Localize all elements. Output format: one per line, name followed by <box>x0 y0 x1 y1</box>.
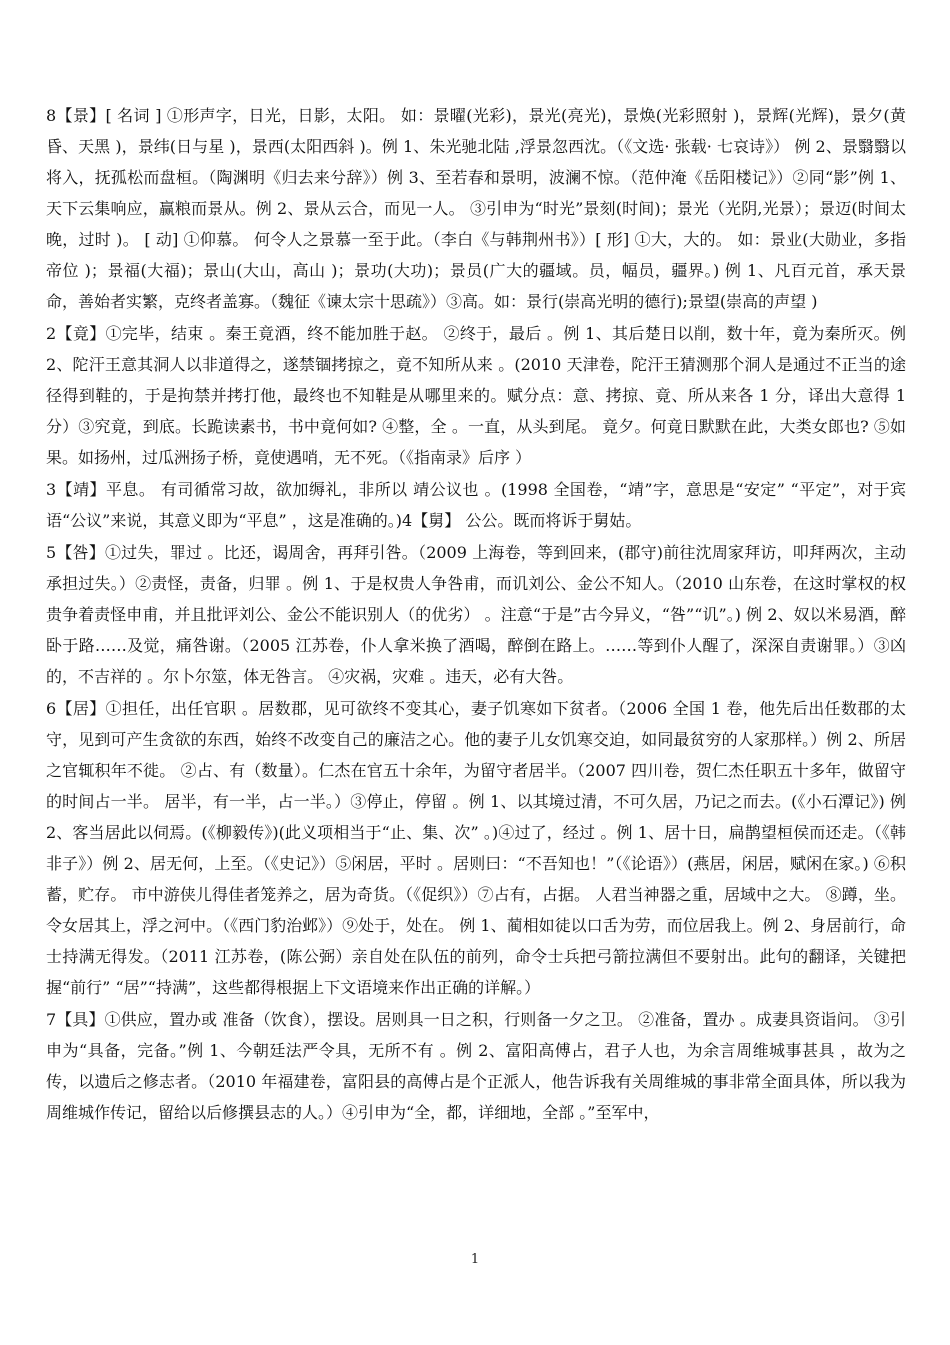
entry-ju-reside: 6【居】①担任，出任官职 。居数郡，见可欲终不变其心，妻子饥寒如下贫者。（2006 全国 1 卷，他先后出任数郡的太守，见到可产生贪欲的东西，始终不改变自己的廉洁之心。他的妻子儿女饥寒交迫，如同最贫穷的人家那样。）例 2、所居之官辄积年不徙。 ②占、有（数量）。仁杰在官五十余年，为留守者居半。（2007 四川卷，贺仁杰任职五十多年，做留守的时间占一半。 居半，有一半，占一半。）③停止，停留 。例 1、以其境过清，不可久居，乃记之而去。(《小石潭记》) 例 2、客当居此以伺焉。(《柳毅传》)(此义项相当于“止、集、次” 。)④过了，经过 。例 1、居十日，扁鹊望桓侯而还走。（《韩非子》）例 2、居无何，上至。（《史记》）⑤闲居，平时 。居则曰：“不吾知也！”（《论语》）(燕居，闲居，赋闲在家。) ⑥积蓄，贮存。 市中游侠儿得佳者笼养之，居为奇货。（《促织》）⑦占有，占据。 人君当神器之重，居域中之大。 ⑧蹲，坐。令女居其上，浮之河中。（《西门豹治邺》）⑨处于，处在。 例 1、蔺相如徒以口舌为劳，而位居我上。例 2、身居前行，命士持满无得发。（2011 江苏卷，(陈公弼）亲自处在队伍的前列，命令士兵把弓箭拉满但不要射出。此句的翻译，关键把握“前行” “居”“持满”，这些都得根据上下文语境来作出正确的详解。） <box>46 699 906 997</box>
entry-jing-scenery: 8【景】[ 名词 ] ①形声字，日光，日影，太阳。 如：景曜(光彩)，景光(亮光)，景焕(光彩照射 )，景辉(光辉)，景夕(黄昏、天黑 )，景纬(日与星 )，景西(太阳西斜 )。例 1、朱光驰北陆 ,浮景忽西沈。（《文选· 张载· 七哀诗》） 例 2、景翳翳以将入，抚孤松而盘桓。（陶渊明《归去来兮辞》）例 3、至若春和景明，波澜不惊。（范仲淹《岳阳楼记》）②同“影”例 1、天下云集响应，赢粮而景从。例 2、景从云合，而见一人。 ③引申为“时光”景刻(时间)；景光（光阴,光景）；景迈(时间太晚，过时 )。 [ 动] ①仰慕。 何令人之景慕一至于此。（李白《与韩荆州书》）[ 形] ①大，大的。 如：景业(大勋业，多指帝位 )；景福(大福)；景山(大山，高山 )；景功(大功)；景员(广大的疆域。员，幅员，疆界。) 例 1、凡百元首，承天景命，善始者实繁，克终者盖寡。（魏征《谏太宗十思疏》）③高。如：景行(崇高光明的德行);景望(崇高的声望 ) <box>46 106 906 311</box>
page-number: 1 <box>470 1252 480 1267</box>
entry-jing-pacify-and-jiu: 3【靖】平息。 有司循常习故，欲加缛礼，非所以 靖公议也 。(1998 全国卷，“靖”字，意思是“安定” “平定”，对于宾语“公议”来说，其意义即为“平息” ，这是准确的。)4【舅】 公公。既而将诉于舅姑。 <box>46 480 906 530</box>
document-body <box>46 100 906 1129</box>
entry-jiu-fault: 5【咎】①过失，罪过 。比还，谒周舍，再拜引咎。（2009 上海卷，等到回来，(郡守)前往沈周家拜访，叩拜两次，主动承担过失。）②责怪，责备，归罪 。例 1、于是权贵人争咎甫，而讥刘公、金公不知人。（2010 山东卷，在这时掌权的权贵争着责怪申甫，并且批评刘公、金公不能识别人（的优劣） 。注意“于是”古今异义，“咎”“讥”。) 例 2、奴以米易酒，醉卧于路……及觉，痛咎谢。（2005 江苏卷，仆人拿米换了酒喝，醉倒在路上。……等到仆人醒了，深深自责谢罪。）③凶的，不吉祥的 。尔卜尔筮，体无咎言。 ④灾祸，灾难 。违天，必有大咎。 <box>46 543 906 686</box>
entry-ju-provide: 7【具】①供应，置办或 准备（饮食），摆设。居则具一日之积，行则备一夕之卫。 ②准备，置办 。成妻具资诣问。 ③引申为“具备，完备。”例 1、今朝廷法严令具，无所不有 。例 2、富阳高傅占，君子人也，为余言周维城事甚具 ，故为之传，以遗后之修志者。（2010 年福建卷，富阳县的高傅占是个正派人，他告诉我有关周维城的事非常全面具体，所以我为周维城作传记，留给以后修撰县志的人。）④引申为“全，都，详细地，全部 。”至军中， <box>46 1010 906 1122</box>
entry-jing-finish: 2【竟】①完毕，结束 。秦王竟酒，终不能加胜于赵。 ②终于，最后 。例 1、其后楚日以削，数十年，竟为秦所灭。例 2、陀汗王意其洞人以非道得之，遂禁锢拷掠之，竟不知所从来 。(2010 天津卷，陀汗王猜测那个洞人是通过不正当的途径得到鞋的，于是拘禁并拷打他，最终也不知鞋是从哪里来的。赋分点：意、拷掠、竟、所从来各 1 分，译出大意得 1 分）③究竟，到底。长跪读素书，书中竟何如? ④整，全 。一直，从头到尾。 竟夕。何竟日默默在此，大类女郎也? ⑤如果。如扬州，过瓜洲扬子桥，竟使遇哨，无不死。（《指南录》后序 ） <box>46 324 906 467</box>
